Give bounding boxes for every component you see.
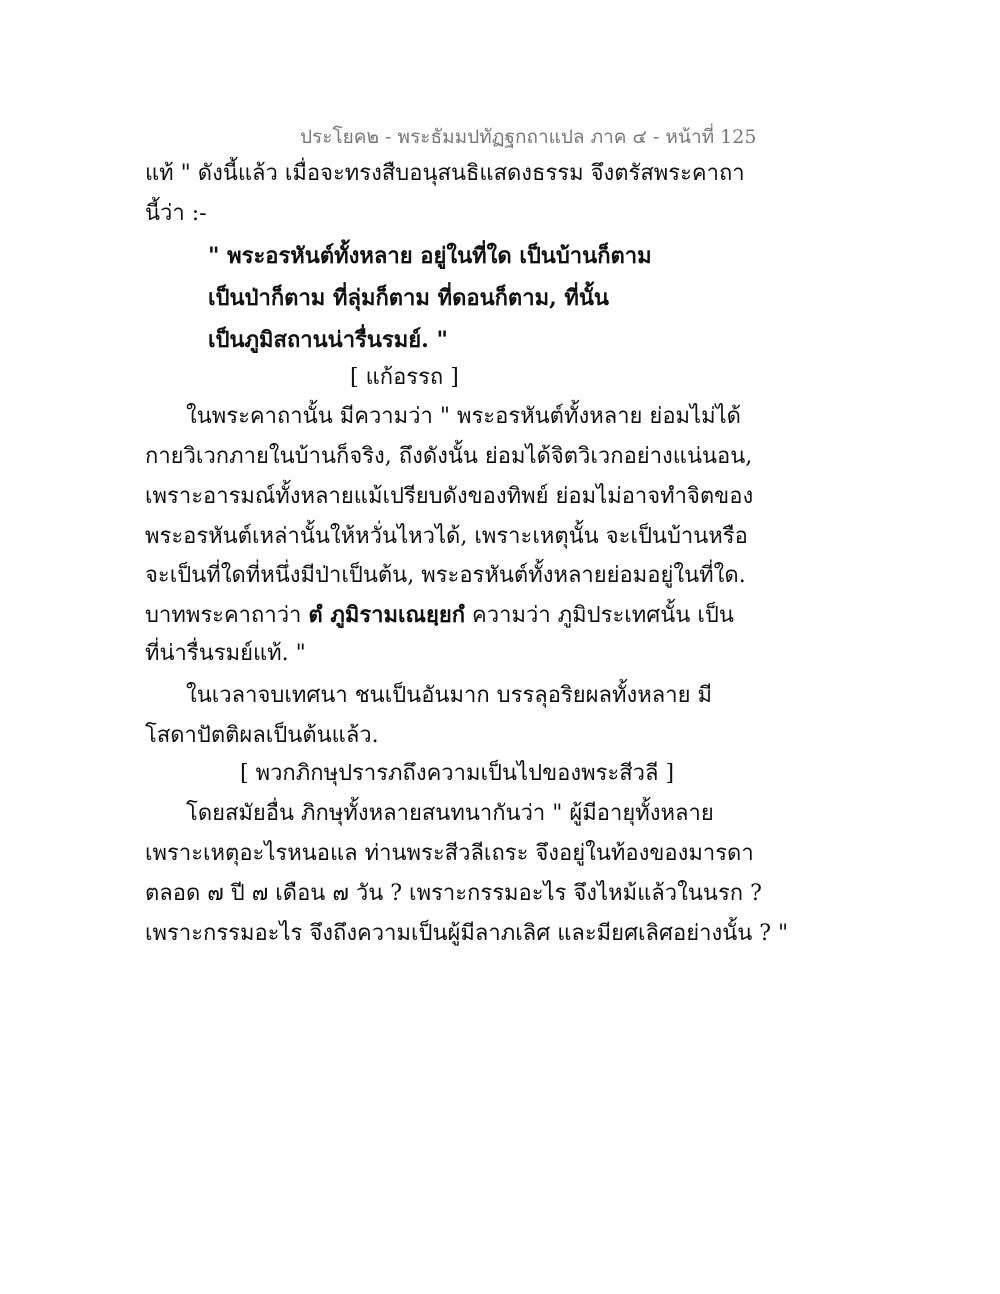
verse-line: เป็นป่าก็ตาม ที่ลุ่มก็ตาม ที่ดอนก็ตาม, ที่นั้น: [208, 285, 609, 311]
body-line: เพราะเหตุอะไรหนอแล ท่านพระสีวลีเถระ จึงอยู่ในท้องของมารดา: [145, 841, 754, 866]
body-line: โสดาปัตติผลเป็นต้นแล้ว.: [145, 723, 379, 748]
section-heading: [ พวกภิกษุปรารภถึงความเป็นไปของพระสีวลี ]: [240, 761, 675, 786]
verse-line: " พระอรหันต์ทั้งหลาย อยู่ในที่ใด เป็นบ้านก็ตาม: [208, 243, 652, 269]
body-line: ตลอด ๗ ปี ๗ เดือน ๗ วัน ? เพราะกรรมอะไร จึงไหม้แล้วในนรก ?: [145, 881, 762, 906]
body-line: เพราะอารมณ์ทั้งหลายแม้เปรียบดังของทิพย์ ย่อมไม่อาจทำจิตของ: [145, 484, 754, 509]
body-line: โดยสมัยอื่น ภิกษุทั้งหลายสนทนากันว่า " ผู้มีอายุทั้งหลาย: [186, 801, 714, 826]
body-line: แท้ " ดังนี้แล้ว เมื่อจะทรงสืบอนุสนธิแสดงธรรม จึงตรัสพระคาถา: [145, 161, 745, 186]
pali-term: ตํ ภูมิรามเณยฺยกํ: [308, 602, 466, 628]
body-line: พระอรหันต์เหล่านั้นให้หวั่นไหวได้, เพราะเหตุนั้น จะเป็นบ้านหรือ: [145, 524, 748, 549]
body-text: บาทพระคาถาว่า: [145, 603, 309, 628]
body-line: เพราะกรรมอะไร จึงถึงความเป็นผู้มีลาภเลิศ และมียศเลิศอย่างนั้น ? ": [145, 921, 789, 946]
body-line: ในพระคาถานั้น มีความว่า " พระอรหันต์ทั้งหลาย ย่อมไม่ได้: [186, 404, 741, 429]
body-line: จะเป็นที่ใดที่หนึ่งมีป่าเป็นต้น, พระอรหันต์ทั้งหลายย่อมอยู่ในที่ใด.: [145, 563, 746, 588]
body-line: [145, 601, 734, 630]
body-line: ที่น่ารื่นรมย์แท้. ": [145, 641, 306, 666]
page-header: ประโยค๒ - พระธัมมปทัฏฐกถาแปล ภาค ๔ - หน้าที่ 125: [300, 126, 757, 148]
body-text: ความว่า ภูมิประเทศนั้น เป็น: [465, 603, 734, 628]
body-line: นี้ว่า :-: [145, 201, 207, 226]
body-line: กายวิเวกภายในบ้านก็จริง, ถึงดังนั้น ย่อมได้จิตวิเวกอย่างแน่นอน,: [145, 444, 753, 469]
verse-line: เป็นภูมิสถานน่ารื่นรมย์. ": [208, 327, 448, 353]
section-heading: [ แก้อรรถ ]: [350, 365, 459, 390]
body-line: ในเวลาจบเทศนา ชนเป็นอันมาก บรรลุอริยผลทั้งหลาย มี: [186, 683, 712, 708]
